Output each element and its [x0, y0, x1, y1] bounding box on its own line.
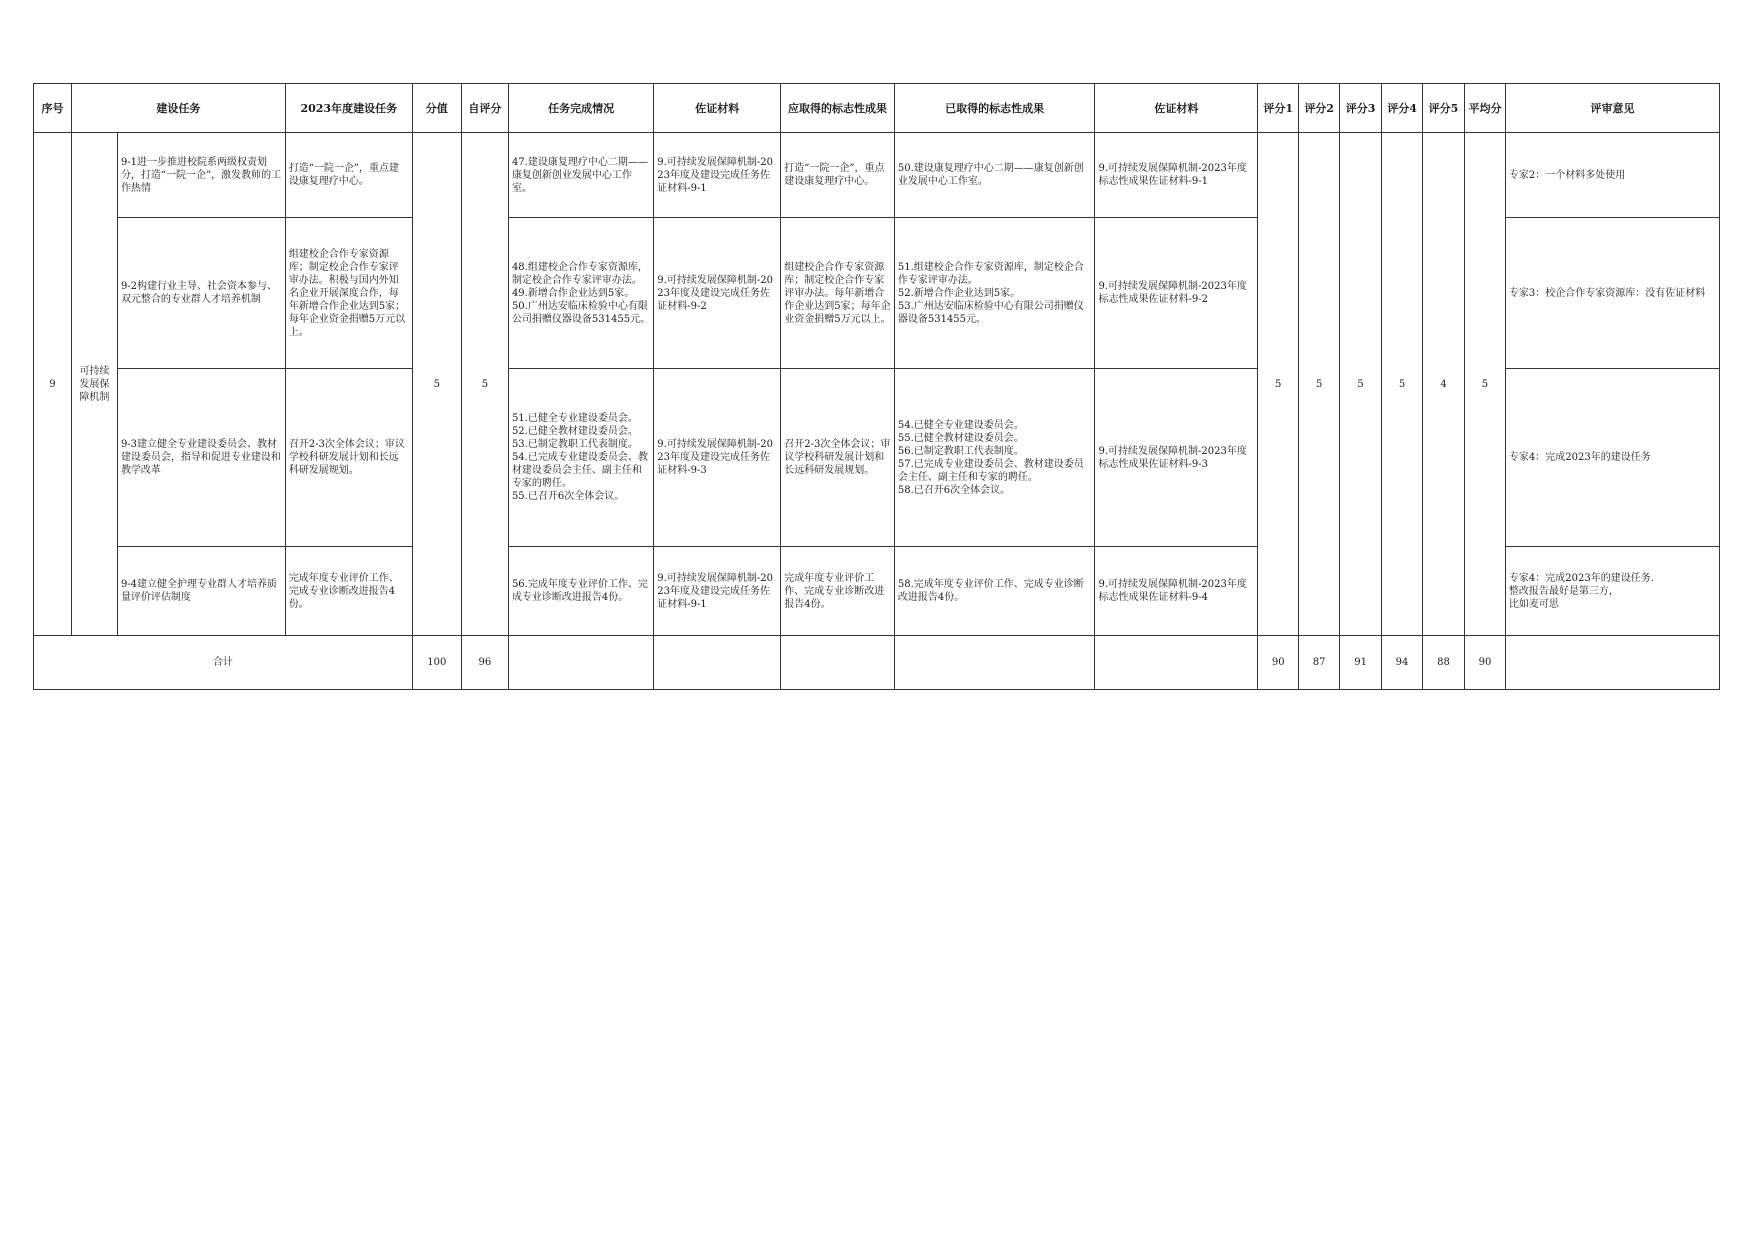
opinion-cell: 专家4：完成2023年的建设任务. 整改报告最好是第三方， 比如麦可思: [1505, 547, 1719, 636]
total-empty-expected: [781, 636, 895, 690]
achieved-cell: 50.建设康复理疗中心二期——康复创新创业发展中心工作室。: [894, 133, 1095, 218]
completion-cell: 56.完成年度专业评价工作、完成专业诊断改进报告4份。: [508, 547, 653, 636]
header-opinion: 评审意见: [1505, 84, 1719, 133]
expected-cell: 打造“一院一企”，重点建设康复理疗中心。: [781, 133, 895, 218]
task2023-cell: 召开2-3次全体会议；审议学校科研发展计划和长远科研发展规划。: [285, 369, 412, 547]
total-empty-achieved: [894, 636, 1095, 690]
evidence2-cell: 9.可持续发展保障机制-2023年度标志性成果佐证材料-9-3: [1095, 369, 1258, 547]
header-task2023: 2023年度建设任务: [285, 84, 412, 133]
header-row: [34, 84, 1720, 133]
task-cell: 9-3建立健全专业建设委员会、教材建设委员会，指导和促进专业建设和教学改革: [117, 369, 285, 547]
header-score5: 评分5: [1423, 84, 1465, 133]
header-score1: 评分1: [1258, 84, 1299, 133]
total-score5: 88: [1423, 636, 1465, 690]
task2023-cell: 打造“一院一企”，重点建设康复理疗中心。: [285, 133, 412, 218]
total-average: 90: [1464, 636, 1505, 690]
group-self-score: 5: [461, 133, 508, 636]
group-score3: 5: [1340, 133, 1382, 636]
evidence2-cell: 9.可持续发展保障机制-2023年度标志性成果佐证材料-9-4: [1095, 547, 1258, 636]
opinion-cell: 专家3：校企合作专家资源库：没有佐证材料: [1505, 218, 1719, 369]
group-score5: 4: [1423, 133, 1465, 636]
task2023-cell: 组建校企合作专家资源库；制定校企合作专家评审办法。积极与国内外知名企业开展深度合作，每年新增合作企业达到5家；每年企业资金捐赠5万元以上。: [285, 218, 412, 369]
header-score3: 评分3: [1340, 84, 1382, 133]
evidence2-cell: 9.可持续发展保障机制-2023年度标志性成果佐证材料-9-1: [1095, 133, 1258, 218]
completion-cell: 51.已健全专业建设委员会。 52.已健全教材建设委员会。 53.已制定教职工代表制度。 54.已完成专业建设委员会、教材建设委员会主任、副主任和专家的聘任。 55.已召开6次全体会议。: [508, 369, 653, 547]
table-row: [34, 133, 1720, 218]
total-empty-evidence: [654, 636, 781, 690]
header-evidence2: 佐证材料: [1095, 84, 1258, 133]
header-evidence: 佐证材料: [654, 84, 781, 133]
header-achieved: 已取得的标志性成果: [894, 84, 1095, 133]
evidence-cell: 9.可持续发展保障机制-2023年度及建设完成任务佐证材料-9-1: [654, 547, 781, 636]
completion-cell: 48.组建校企合作专家资源库，制定校企合作专家评审办法。 49.新增合作企业达到5家。 50.广州达安临床检验中心有限公司捐赠仪器设备531455元。: [508, 218, 653, 369]
opinion-cell: 专家2：一个材料多处使用: [1505, 133, 1719, 218]
total-score1: 90: [1258, 636, 1299, 690]
total-label: 合计: [34, 636, 413, 690]
group-average: 5: [1464, 133, 1505, 636]
expected-cell: 完成年度专业评价工作、完成专业诊断改进报告4份。: [781, 547, 895, 636]
header-score4: 评分4: [1382, 84, 1423, 133]
group-score4: 5: [1382, 133, 1423, 636]
header-score2: 评分2: [1299, 84, 1340, 133]
evidence-cell: 9.可持续发展保障机制-2023年度及建设完成任务佐证材料-9-3: [654, 369, 781, 547]
group-seq: 9: [34, 133, 72, 636]
task-cell: 9-2构建行业主导、社会资本参与、双元整合的专业群人才培养机制: [117, 218, 285, 369]
evidence-cell: 9.可持续发展保障机制-2023年度及建设完成任务佐证材料-9-2: [654, 218, 781, 369]
total-self-score: 96: [461, 636, 508, 690]
group-score2: 5: [1299, 133, 1340, 636]
evaluation-table: [33, 83, 1720, 690]
header-score: 分值: [412, 84, 461, 133]
header-expected: 应取得的标志性成果: [781, 84, 895, 133]
total-score3: 91: [1340, 636, 1382, 690]
task-cell: 9-4建立健全护理专业群人才培养质量评价评估制度: [117, 547, 285, 636]
total-score2: 87: [1299, 636, 1340, 690]
group-score1: 5: [1258, 133, 1299, 636]
group-name: 可持续发展保障机制: [71, 133, 117, 636]
group-score: 5: [412, 133, 461, 636]
total-score4: 94: [1382, 636, 1423, 690]
total-row: [34, 636, 1720, 690]
total-empty-opinion: [1505, 636, 1719, 690]
expected-cell: 组建校企合作专家资源库；制定校企合作专家评审办法。每年新增合作企业达到5家；每年企业资金捐赠5万元以上。: [781, 218, 895, 369]
achieved-cell: 54.已健全专业建设委员会。 55.已健全教材建设委员会。 56.已制定教职工代表制度。 57.已完成专业建设委员会、教材建设委员会主任、副主任和专家的聘任。 58.已召开6次全体会议。: [894, 369, 1095, 547]
evidence2-cell: 9.可持续发展保障机制-2023年度标志性成果佐证材料-9-2: [1095, 218, 1258, 369]
header-seq: 序号: [34, 84, 72, 133]
task-cell: 9-1进一步推进校院系两级权责划分，打造“一院一企”，激发教师的工作热情: [117, 133, 285, 218]
total-empty-completion: [508, 636, 653, 690]
achieved-cell: 51.组建校企合作专家资源库，制定校企合作专家评审办法。 52.新增合作企业达到5家。 53.广州达安临床检验中心有限公司捐赠仪器设备531455元。: [894, 218, 1095, 369]
task2023-cell: 完成年度专业评价工作、完成专业诊断改进报告4份。: [285, 547, 412, 636]
completion-cell: 47.建设康复理疗中心二期——康复创新创业发展中心工作室。: [508, 133, 653, 218]
expected-cell: 召开2-3次全体会议；审议学校科研发展计划和长远科研发展规划。: [781, 369, 895, 547]
total-score: 100: [412, 636, 461, 690]
header-task: 建设任务: [71, 84, 285, 133]
total-empty-evidence2: [1095, 636, 1258, 690]
evidence-cell: 9.可持续发展保障机制-2023年度及建设完成任务佐证材料-9-1: [654, 133, 781, 218]
achieved-cell: 58.完成年度专业评价工作、完成专业诊断改进报告4份。: [894, 547, 1095, 636]
header-self-score: 自评分: [461, 84, 508, 133]
header-average: 平均分: [1464, 84, 1505, 133]
header-completion: 任务完成情况: [508, 84, 653, 133]
opinion-cell: 专家4：完成2023年的建设任务: [1505, 369, 1719, 547]
